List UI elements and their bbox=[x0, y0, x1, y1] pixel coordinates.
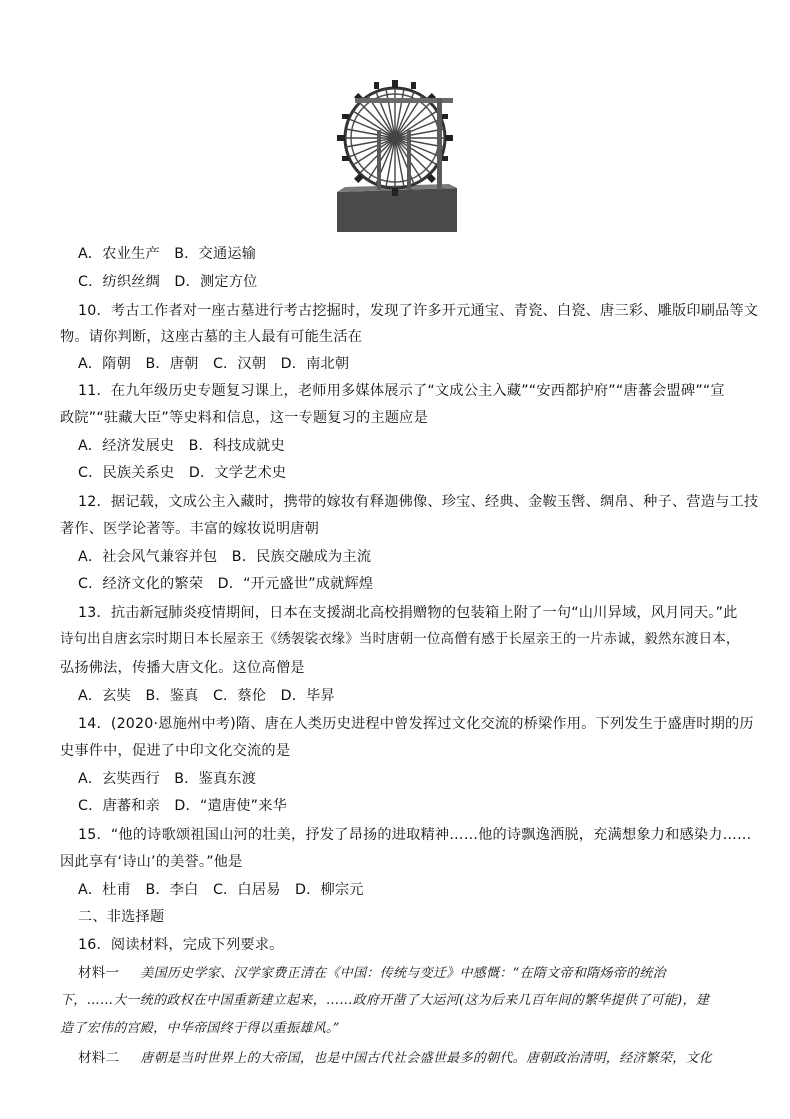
q11-stem-line2: 政院”“驻藏大臣”等史料和信息，这一专题复习的主题应是 bbox=[60, 410, 428, 426]
q10-stem-line1: 10．考古工作者对一座古墓进行考古挖掘时，发现了许多开元通宝、青瓷、白瓷、唐三彩、雕版印刷品等文 bbox=[78, 303, 759, 319]
q15-options: A．杜甫 B．李白 C．白居易 D．柳宗元 bbox=[78, 882, 364, 898]
q12-options-line1: A．社会风气兼容并包 B．民族交融成为主流 bbox=[78, 549, 372, 565]
material-2-text-line1: 唐朝是当时世界上的大帝国，也是中国古代社会盛世最多的朝代。唐朝政治清明，经济繁荣，文化 bbox=[140, 1051, 713, 1066]
q15-stem-line2: 因此享有‘诗山’的美誉。”他是 bbox=[60, 854, 243, 870]
q11-options-line1: A．经济发展史 B．科技成就史 bbox=[78, 438, 285, 454]
q10-stem-line2: 物。请你判断，这座古墓的主人最有可能生活在 bbox=[60, 329, 363, 345]
q16-stem: 16．阅读材料，完成下列要求。 bbox=[78, 937, 284, 953]
q11-stem-line1: 11．在九年级历史专题复习课上，老师用多媒体展示了“文成公主入藏”“安西都护府”“唐蕃会盟碑”“宣 bbox=[78, 383, 725, 399]
q9-options-line1: A．农业生产 B．交通运输 bbox=[78, 246, 257, 262]
q14-options-line1: A．玄奘西行 B．鉴真东渡 bbox=[78, 771, 257, 787]
material-1-line1 bbox=[78, 963, 758, 984]
q13-options: A．玄奘 B．鉴真 C．蔡伦 D．毕昇 bbox=[78, 688, 335, 704]
q12-options-line2: C．经济文化的繁荣 D．“开元盛世”成就辉煌 bbox=[78, 576, 374, 592]
q11-options-line2: C．民族关系史 D．文学艺术史 bbox=[78, 465, 287, 481]
q14-stem-line2: 史事件中，促进了中印文化交流的是 bbox=[60, 743, 291, 759]
q13-stem-line1: 13．抗击新冠肺炎疫情期间，日本在支援湖北高校捐赠物的包装箱上附了一句“山川异域，风月同天。”此 bbox=[78, 605, 738, 621]
q12-stem-line2: 著作、医学论著等。丰富的嫁妆说明唐朝 bbox=[60, 521, 319, 537]
material-1-line3: 造了宏伟的宫殿，中华帝国终于得以重振雄风。” bbox=[60, 1021, 340, 1036]
q14-stem-line1: 14．(2020·恩施州中考)隋、唐在人类历史进程中曾发挥过文化交流的桥梁作用。下列发生于盛唐时期的历 bbox=[78, 716, 754, 732]
material-2-label: 材料二 bbox=[78, 1050, 120, 1066]
section-title: 二、非选择题 bbox=[78, 909, 165, 925]
material-1-line2: 下，……大一统的政权在中国重新建立起来，……政府开凿了大运河(这为后来几百年间的繁华提供了可能)，建 bbox=[60, 993, 710, 1008]
q10-options: A．隋朝 B．唐朝 C．汉朝 D．南北朝 bbox=[78, 356, 350, 372]
q13-stem-line2: 诗句出自唐玄宗时期日本长屋亲王《绣袈裟衣缘》当时唐朝一位高僧有感于长屋亲王的一片赤诚，毅然东渡日本， bbox=[60, 632, 740, 647]
q9-options-line2: C．纺织丝绸 D．测定方位 bbox=[78, 274, 258, 290]
water-wheel-image bbox=[337, 70, 457, 232]
q13-stem-line3: 弘扬佛法，传播大唐文化。这位高僧是 bbox=[60, 660, 305, 676]
q14-options-line2: C．唐蕃和亲 D．“遣唐使”来华 bbox=[78, 798, 287, 814]
material-2-line1 bbox=[78, 1048, 758, 1069]
material-1-label: 材料一 bbox=[78, 965, 120, 981]
material-1-text-line1: 美国历史学家、汉学家费正清在《中国：传统与变迁》中感慨：“在隋文帝和隋炀帝的统治 bbox=[140, 966, 666, 981]
q15-stem-line1: 15．“他的诗歌颂祖国山河的壮美，抒发了昂扬的进取精神……他的诗飘逸洒脱，充满想象力和感染力…… bbox=[78, 827, 752, 843]
q12-stem-line1: 12．据记载，文成公主入藏时，携带的嫁妆有释迦佛像、珍宝、经典、金鞍玉辔、绸帛、种子、营造与工技 bbox=[78, 494, 759, 510]
